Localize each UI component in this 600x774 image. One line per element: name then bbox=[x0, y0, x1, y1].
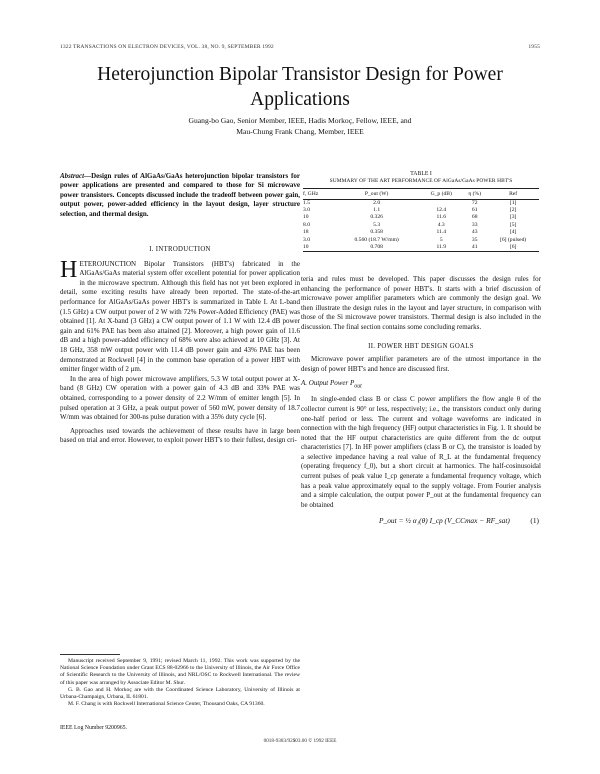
table-header-cell: P_out (W) bbox=[364, 190, 389, 197]
table-header-cell: Ref bbox=[509, 190, 518, 197]
abstract bbox=[60, 172, 300, 219]
table-cell: 4.3 bbox=[437, 221, 445, 228]
footnote-affiliation-1: G. B. Gao and H. Morkoç are with the Coordinated Science Laboratory, University of Illinois at Urbana-Champaign, Urbana, IL 61801. bbox=[60, 686, 300, 701]
output-power-paragraph: In single-ended class B or class C power amplifiers the flow angle θ of the collector current is 90° or less, respectively; i.e., the transistors conduct only during one-half period or less. The current and voltage waveforms are indicated in connection with the high frequency (HF) output characteristics in Fig. 1. It should be noted that the HF output characteristics are quite different from the dc output characteristics [7]. In HF power amplifiers (class B or C), the transistor is loaded by a selective impedance having a real value of R_L at the fundamental frequency (operating frequency f_0), but a short circuit at harmonics. The half-cosinusoidal current pulses of peak value I_cp generate a fundamental frequency voltage, which has a peak value approximately equal to the supply voltage. From Fourier analysis and a simple calculation, the output power P_out at the fundamental frequency can be obtained bbox=[301, 395, 541, 509]
table-cell: 61 bbox=[471, 207, 478, 213]
table-cell: 1.5 bbox=[303, 199, 310, 206]
table-caption: SUMMARY OF THE ART PERFORMANCE OF AlGaAs/GaAs POWER HBT'S bbox=[329, 178, 513, 184]
table-cell: 11.9 bbox=[436, 244, 447, 251]
table-cell bbox=[420, 199, 462, 207]
table-cell: [6] bbox=[509, 244, 517, 251]
page-footer: 0018-9383/92$03.00 © 1992 IEEE bbox=[263, 738, 337, 744]
table-cell: [4] bbox=[509, 229, 517, 236]
table-1 bbox=[303, 171, 539, 252]
abstract-label: Abstract— bbox=[60, 172, 92, 180]
table-row bbox=[303, 229, 539, 236]
table-cell: 10 bbox=[303, 214, 309, 221]
equation-1 bbox=[301, 514, 541, 528]
abstract-text: Design rules of AlGaAs/GaAs heterojunction bipolar transistors for power applications are presented and compared to those for Si microwave power transistors. Concepts discussed include the tradeoff between power gain, output power, power-added efficiency in the layout design, layer structure selection, and thermal design. bbox=[60, 172, 300, 218]
running-head-journal: 1322 TRANSACTIONS ON ELECTRON DEVICES, VOL. 38, NO. 9, SEPTEMBER 1992 bbox=[60, 44, 274, 50]
footnote-divider bbox=[60, 654, 120, 655]
paper-title: Heterojunction Bipolar Transistor Design for Power Applications bbox=[97, 64, 503, 110]
table-cell: 72 bbox=[471, 199, 478, 206]
table-row bbox=[303, 222, 539, 229]
subsection-heading-subscript: out bbox=[354, 383, 362, 390]
table-cell: 5 bbox=[439, 236, 443, 243]
table-row bbox=[303, 207, 539, 214]
table-cell: [1] bbox=[509, 199, 517, 206]
table-cell: 3.0 bbox=[303, 207, 310, 213]
table-header-row bbox=[303, 188, 539, 199]
table-cell: 0.358 bbox=[370, 229, 383, 236]
intro-paragraph-2: In the area of high power microwave amplifiers, 5.3 W total output power at X-band (8 GHz) CW operation with a power gain of 4.3 dB and 33% PAE was obtained, corresponding to a power density of 2.2 W/mm of emitter length [5]. In pulsed operation at 3 GHz, a peak output power of 560 mW, power density of 18.7 W/mm was obtained for 300-ns pulse duration with a 35% duty cycle [6]. bbox=[60, 374, 300, 422]
intro-paragraph-1 bbox=[60, 256, 300, 375]
table-cell: 68 bbox=[471, 214, 478, 221]
table-header-cell: f, GHz bbox=[303, 190, 319, 197]
page-number: 1955 bbox=[528, 44, 540, 50]
intro-continuation: teria and rules must be developed. This paper discusses the design rules for enhancing the performance of power HBT's. It starts with a brief discussion of microwave power amplifier parameters which are commonly the design goal. We then illustrate the design rules in the layout and layer structure, in comparison with those of the Si microwave power transistors. Thermal design is also included in the discussion. The final section contains some concluding remarks. bbox=[301, 275, 541, 331]
section-heading-introduction: I. INTRODUCTION bbox=[149, 246, 211, 253]
table-row bbox=[303, 199, 539, 207]
table-cell: 11.4 bbox=[436, 229, 447, 236]
running-head bbox=[60, 44, 540, 54]
equation-body: P_out = ½ α₁(θ) I_cp (V_CCmax − RF_sat) bbox=[379, 516, 510, 526]
table-row bbox=[303, 237, 539, 244]
table-row bbox=[303, 244, 539, 252]
footnote-affiliation-2: M. F. Chang is with Rockwell International Science Center, Thousand Oaks, CA 91360. bbox=[68, 701, 265, 708]
table-cell: 3.0 bbox=[303, 236, 310, 243]
table-cell: 0.326 bbox=[370, 214, 383, 221]
table-cell: [3] bbox=[509, 214, 517, 221]
table-cell: 12.4 bbox=[436, 207, 447, 213]
table-cell: 10 bbox=[303, 244, 309, 251]
table-cell: 0.560 (18.7 W/mm) bbox=[354, 236, 399, 243]
section-heading-design-goals: II. POWER HBT DESIGN GOALS bbox=[368, 342, 474, 350]
right-column bbox=[301, 275, 541, 528]
footnote-manuscript: Manuscript received September 9, 1991; revised March 11, 1992. This work was supported by the National Science Foundation under Grant ECS 88-02966 to the University of Illinois, the Air Force Office of Scientific Research to the University of Illinois, and NRL/OSC to Rockwell International. The review of this paper was arranged by Associate Editor M. Shur. bbox=[60, 658, 300, 686]
ieee-log-number: IEEE Log Number 9200965. bbox=[60, 725, 127, 731]
table-cell: 1.1 bbox=[373, 207, 381, 213]
table-cell: [2] bbox=[509, 207, 517, 213]
table-row bbox=[303, 214, 539, 221]
table-label: TABLE I bbox=[410, 171, 432, 177]
table-cell: 2.0 bbox=[373, 199, 381, 206]
table-cell: 18 bbox=[303, 229, 309, 236]
table-cell: [6] (pulsed) bbox=[499, 236, 527, 243]
table-cell: 33 bbox=[471, 221, 478, 228]
equation-number: (1) bbox=[530, 516, 539, 526]
intro-paragraph-3: Approaches used towards the achievement of these results have in large been based on trial and error. However, to exploit power HBT's to their fullest, design cri- bbox=[60, 426, 300, 445]
author-line-2: Mau-Chung Frank Chang, Member, IEEE bbox=[236, 126, 364, 136]
table-cell: [5] bbox=[509, 221, 517, 228]
table-cell: 5.3 bbox=[373, 221, 381, 228]
design-goals-paragraph: Microwave power amplifier parameters are of the utmost importance in the design of power HBT's and hence are discussed first. bbox=[301, 355, 541, 373]
author-block bbox=[100, 116, 500, 137]
table-cell: 8.0 bbox=[303, 221, 310, 228]
subsection-heading-text: A. Output Power P bbox=[301, 379, 355, 388]
intro-paragraph-1-text: ETEROJUNCTION Bipolar Transistors (HBT's) fabricated in the AlGaAs/GaAs material system offer excellent potential for power application in the microwave spectrum. Although this field has not yet been explored in detail, some exciting results have already been reported. The state-of-the-art performance for AlGaAs/GaAs power HBT's is summarized in Table I. At L-band (1.5 GHz) a CW output power of 2 W with 72% Power-Added Efficiency (PAE) was obtained [1]. At X-band (3 GHz) a CW output power of 1.1 W with 12.4 dB power gain and 61% PAE has been also attained [2]. Moreover, a high power gain of 11.6 dB and a high power-added efficiency of 68% were also achieved at 10 GHz [3]. At 18 GHz, 358 mW output power with 11.4 dB power gain and 43% PAE has been demonstrated at Rockwell [4] in the common base operation of a power HBT with emitter finger width of 2 μm. bbox=[60, 259, 300, 374]
performance-table bbox=[303, 188, 539, 253]
table-cell: 35 bbox=[471, 236, 478, 243]
table-cell: 11.6 bbox=[436, 214, 447, 221]
left-column bbox=[60, 245, 300, 446]
drop-cap: H bbox=[60, 256, 78, 283]
table-cell: 0.708 bbox=[370, 244, 383, 251]
table-header-cell: η (%) bbox=[468, 190, 482, 197]
footnote bbox=[60, 658, 300, 708]
table-cell: 41 bbox=[471, 244, 478, 251]
table-header-cell: G_p (dB) bbox=[430, 190, 452, 197]
subsection-heading-output-power bbox=[301, 379, 541, 392]
author-line-1: Guang-bo Gao, Senior Member, IEEE, Hadis Morkoç, Fellow, IEEE, and bbox=[188, 116, 412, 125]
table-cell: 43 bbox=[471, 229, 478, 236]
